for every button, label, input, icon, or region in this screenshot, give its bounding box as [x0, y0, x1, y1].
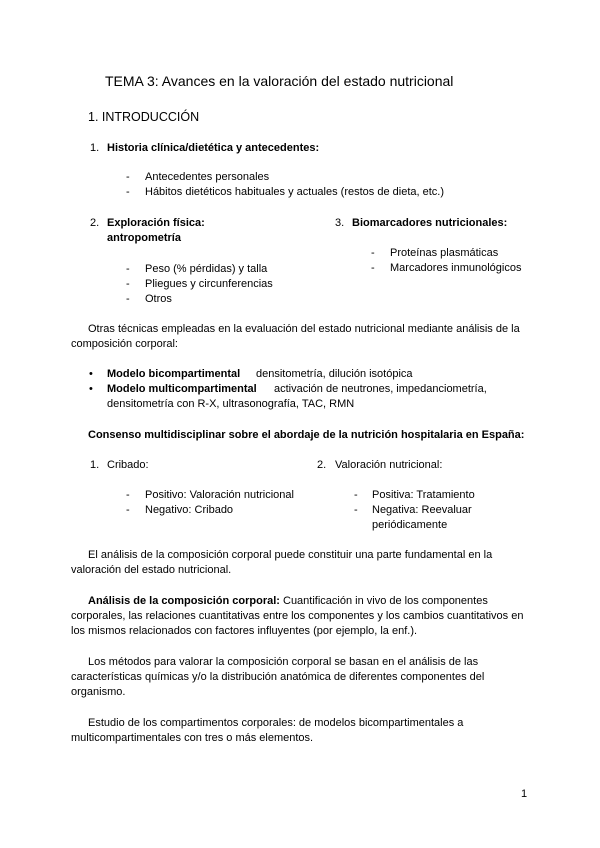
list-item: periódicamente — [372, 519, 448, 531]
item-heading: Historia clínica/dietética y antecedentes: — [107, 142, 320, 154]
paragraph-line: Los métodos para valorar la composición corporal se basan en el análisis de las — [88, 656, 479, 668]
page-title: TEMA 3: Avances en la valoración del estado nutricional — [105, 73, 454, 89]
list-item: Hábitos dietéticos habituales y actuales (restos de dieta, etc.) — [145, 186, 444, 198]
item-heading: antropometría — [107, 232, 181, 244]
consenso-heading: Consenso multidisciplinar sobre el abordaje de la nutrición hospitalaria en España: — [88, 429, 525, 441]
dash-bullet: - — [126, 278, 130, 290]
paragraph-line: Otras técnicas empleadas en la evaluación del estado nutricional mediante análisis de la — [88, 323, 520, 335]
bicomp-text: densitometría, dilución isotópica — [256, 368, 413, 380]
paragraph-line: organismo. — [71, 686, 126, 698]
dash-bullet: - — [126, 504, 130, 516]
item-heading: Exploración física: — [107, 217, 205, 229]
list-item: Marcadores inmunológicos — [390, 262, 522, 274]
paragraph-line: corporales, las relaciones cuantitativas entre los componentes y los cambios cuantitativos en — [71, 610, 524, 622]
list-item: Peso (% pérdidas) y talla — [145, 263, 268, 275]
paragraph-line: características químicas y/o la distribución anatómica de diferentes componentes del — [71, 671, 485, 683]
dash-bullet: - — [371, 262, 375, 274]
dash-bullet: - — [354, 489, 358, 501]
dash-bullet: - — [371, 247, 375, 259]
bullet-icon: • — [89, 383, 93, 395]
item-number: 3. — [335, 217, 345, 229]
dash-bullet: - — [126, 489, 130, 501]
paragraph-line: valoración del estado nutricional. — [71, 564, 232, 576]
paragraph-line: los mismos relacionados con factores influyentes (por ejemplo, la enf.). — [71, 625, 418, 637]
list-item: Positivo: Valoración nutricional — [145, 489, 294, 501]
dash-bullet: - — [354, 504, 358, 516]
item-number: 1. — [90, 142, 100, 154]
definition-text: Cuantificación in vivo de los componentes — [283, 595, 488, 607]
paragraph-line: El análisis de la composición corporal puede constituir una parte fundamental en la — [88, 549, 493, 561]
list-item: Proteínas plasmáticas — [390, 247, 499, 259]
item-number: 1. — [90, 459, 100, 471]
paragraph-line — [88, 594, 488, 609]
item-heading: Valoración nutricional: — [335, 459, 443, 471]
list-item: Negativo: Cribado — [145, 504, 234, 516]
section-heading: 1. INTRODUCCIÓN — [88, 110, 200, 124]
item-heading: Biomarcadores nutricionales: — [352, 217, 508, 229]
list-item: Positiva: Tratamiento — [372, 489, 475, 501]
page-number: 1 — [521, 788, 528, 800]
dash-bullet: - — [126, 263, 130, 275]
dash-bullet: - — [126, 293, 130, 305]
list-item: Otros — [145, 293, 172, 305]
bullet-icon: • — [89, 368, 93, 380]
list-item: Pliegues y circunferencias — [145, 278, 273, 290]
item-heading: Cribado: — [107, 459, 149, 471]
dash-bullet: - — [126, 186, 130, 198]
list-item: Negativa: Reevaluar — [372, 504, 472, 516]
definition-term: Análisis de la composición corporal: — [88, 595, 280, 607]
multi-text: densitometría con R-X, ultrasonografía, TAC, RMN — [107, 398, 355, 410]
paragraph-line: Estudio de los compartimentos corporales: de modelos bicompartimentales a — [88, 717, 464, 729]
list-item: Antecedentes personales — [145, 171, 270, 183]
bicomp-label: Modelo bicompartimental — [107, 368, 241, 380]
paragraph-line: multicompartimentales con tres o más elementos. — [71, 732, 314, 744]
item-number: 2. — [317, 459, 327, 471]
multi-label: Modelo multicompartimental — [107, 383, 257, 395]
multi-text: activación de neutrones, impedanciometría, — [274, 383, 487, 395]
item-number: 2. — [90, 217, 100, 229]
paragraph-line: composición corporal: — [71, 338, 178, 350]
dash-bullet: - — [126, 171, 130, 183]
